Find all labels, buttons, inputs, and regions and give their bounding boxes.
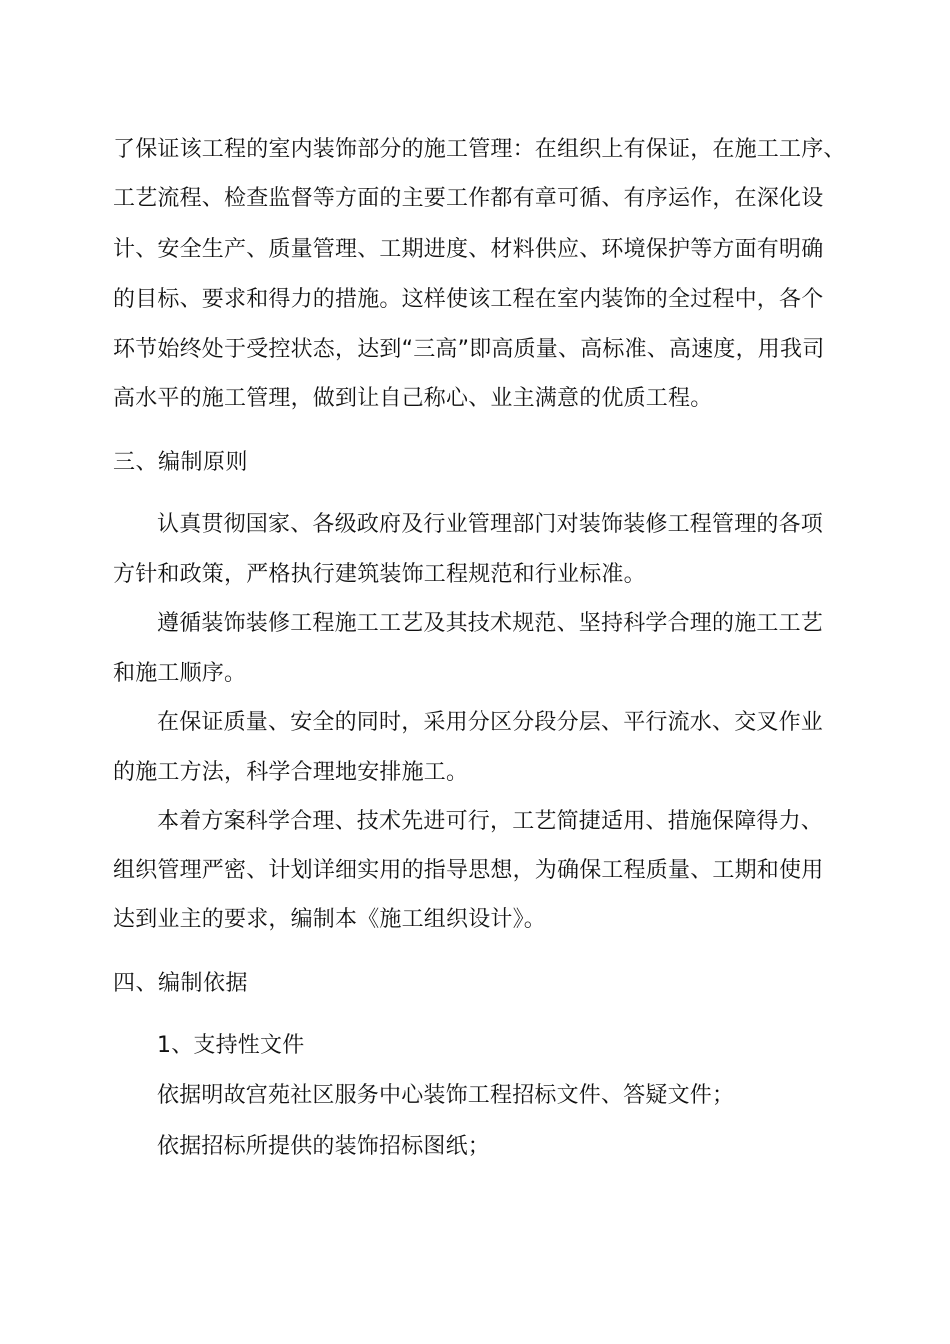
s3-p4-line-2: 组织管理严密、计划详细实用的指导思想，为确保工程质量、工期和使用 xyxy=(113,858,824,883)
s4-sub-heading-1: 1、支持性文件 xyxy=(157,1033,305,1058)
s3-p2-line-2: 和施工顺序。 xyxy=(113,661,247,686)
intro-line-1: 了保证该工程的室内装饰部分的施工管理：在组织上有保证，在施工工序、 xyxy=(113,137,846,162)
s3-p3-line-2: 的施工方法，科学合理地安排施工。 xyxy=(113,760,469,785)
intro-line-2: 工艺流程、检查监督等方面的主要工作都有章可循、有序运作，在深化设 xyxy=(113,186,824,211)
s3-p3-line-1: 在保证质量、安全的同时，采用分区分段分层、平行流水、交叉作业 xyxy=(157,710,824,735)
intro-line-4: 的目标、要求和得力的措施。这样使该工程在室内装饰的全过程中，各个 xyxy=(113,287,824,312)
intro-line-5: 环节始终处于受控状态，达到“三高”即高质量、高标准、高速度，用我司 xyxy=(113,337,825,362)
intro-line-3: 计、安全生产、质量管理、工期进度、材料供应、环境保护等方面有明确 xyxy=(113,237,824,262)
section-4-heading: 四、编制依据 xyxy=(113,971,249,996)
s3-p4-line-1: 本着方案科学合理、技术先进可行，工艺简捷适用、措施保障得力、 xyxy=(157,809,824,834)
s3-p2-line-1: 遵循装饰装修工程施工工艺及其技术规范、坚持科学合理的施工工艺 xyxy=(157,611,824,636)
s3-p1-line-1: 认真贯彻国家、各级政府及行业管理部门对装饰装修工程管理的各项 xyxy=(157,512,824,537)
s4-item-2: 依据招标所提供的装饰招标图纸； xyxy=(157,1134,491,1159)
s4-item-1: 依据明故宫苑社区服务中心装饰工程招标文件、答疑文件； xyxy=(157,1083,735,1108)
intro-line-6: 高水平的施工管理，做到让自己称心、业主满意的优质工程。 xyxy=(113,386,713,411)
s3-p4-line-3: 达到业主的要求，编制本《施工组织设计》。 xyxy=(113,907,547,932)
s3-p1-line-2: 方针和政策，严格执行建筑装饰工程规范和行业标准。 xyxy=(113,562,646,587)
section-3-heading: 三、编制原则 xyxy=(113,450,249,475)
